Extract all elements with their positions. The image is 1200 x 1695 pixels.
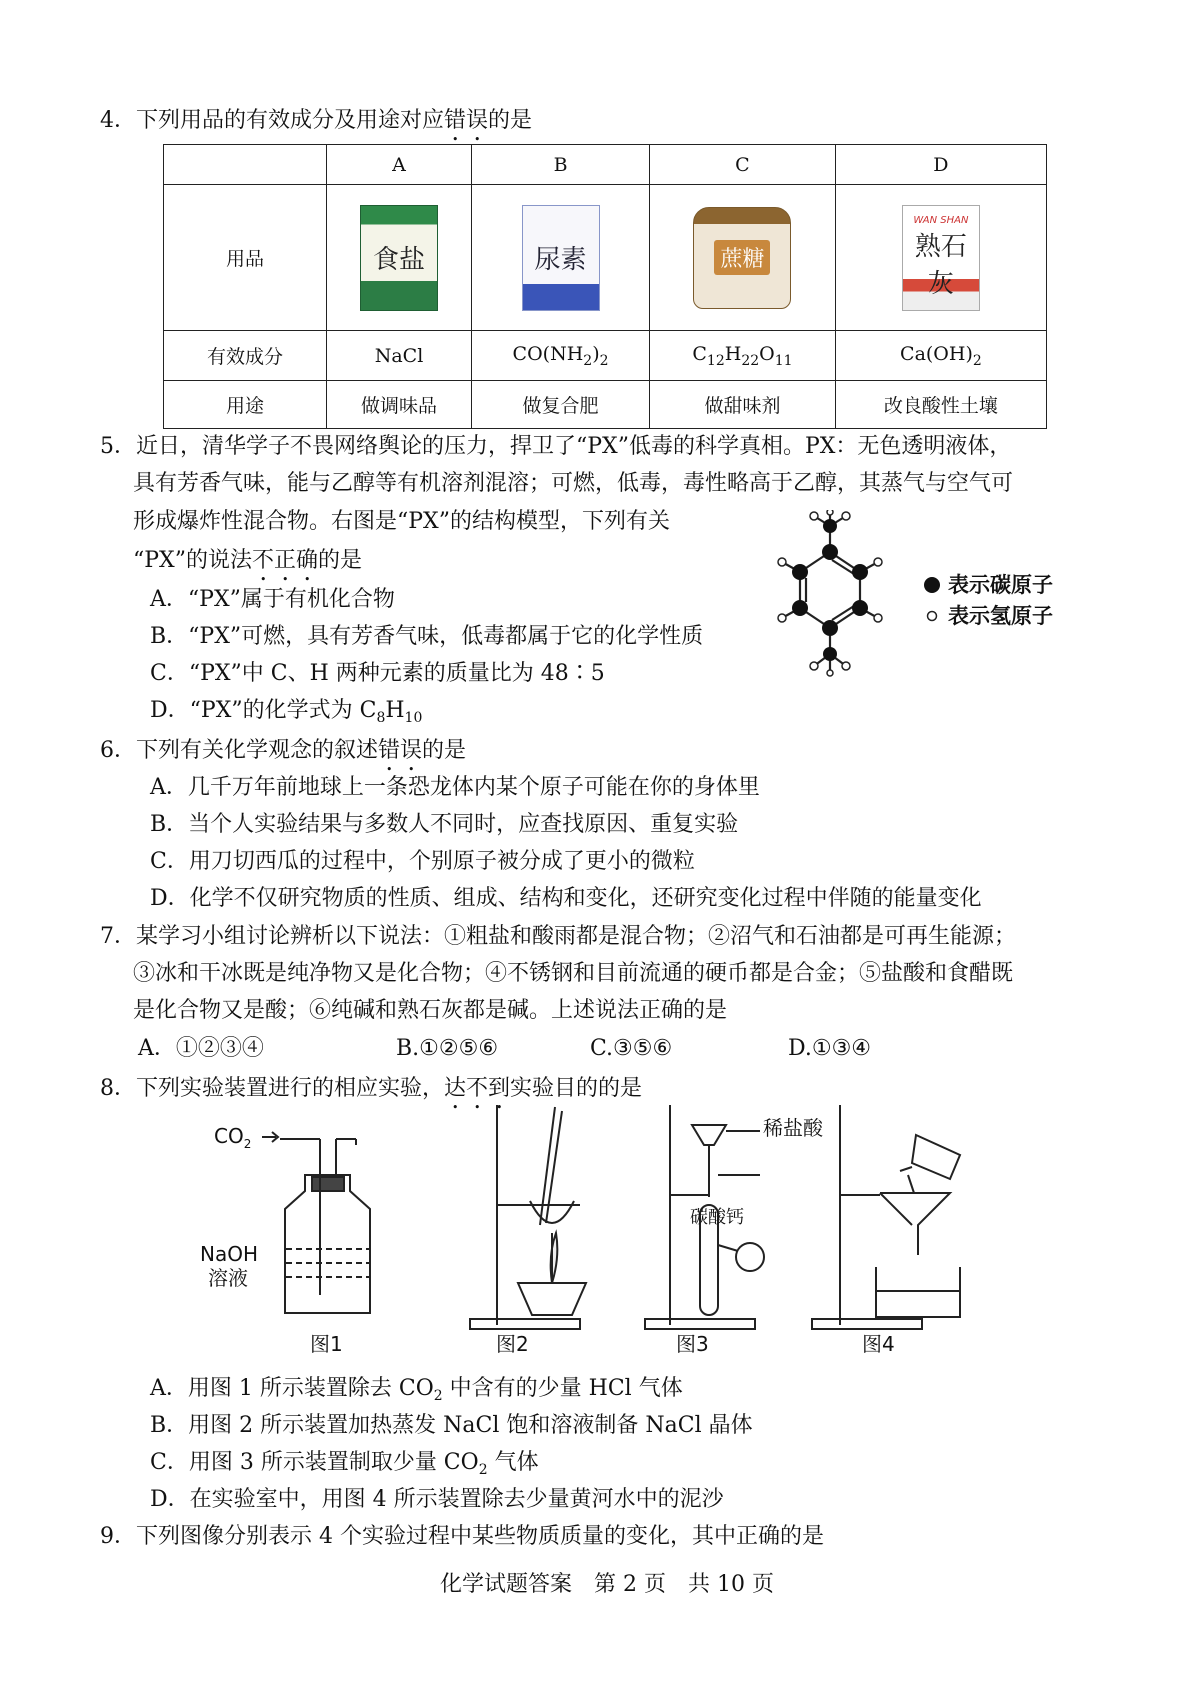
px-structure-model xyxy=(770,510,1080,690)
component-d: $Ca(OH)_2$ xyxy=(835,331,1046,381)
component-c: $C_{12}H_{22}O_{11}$ xyxy=(650,331,836,381)
q5-option-c: C．“PX”中 C、H 两种元素的质量比为 48∶5 xyxy=(150,661,605,686)
page-footer: 化学试题答案 第 2 页 共 10 页 xyxy=(440,1572,774,1597)
q7-option-b: B.①②⑤⑥ xyxy=(396,1036,499,1061)
sugar-jar-image: 蔗糖 xyxy=(693,207,791,309)
use-c: 做甜味剂 xyxy=(650,381,836,429)
salt-package-image: 食盐 xyxy=(360,205,438,311)
row-label-component: 有效成分 xyxy=(164,331,327,381)
use-b: 做复合肥 xyxy=(472,381,650,429)
q5-option-b: B．“PX”可燃，具有芳香气味，低毒都属于它的化学性质 xyxy=(150,624,704,649)
q5-line-2: 具有芳香气味，能与乙醇等有机溶剂混溶；可燃，低毒，毒性略高于乙醇，其蒸气与空气可 xyxy=(133,471,1014,496)
dilute-hcl-label: 稀盐酸 xyxy=(763,1116,823,1140)
q6-option-d: D．化学不仅研究物质的性质、组成、结构和变化，还研究变化过程中伴随的能量变化 xyxy=(150,886,982,911)
product-image-d xyxy=(835,185,1046,331)
naoh-solution-label: 溶液 xyxy=(208,1266,248,1290)
legend-carbon-text: 表示碳原子 xyxy=(948,573,1053,597)
q7-option-c: C.③⑤⑥ xyxy=(590,1036,673,1061)
table-header: C xyxy=(650,145,836,185)
carbon-legend-icon xyxy=(924,577,940,593)
q4-stem: 4．下列用品的有效成分及用途对应错误的是 xyxy=(100,108,533,133)
product-image-b xyxy=(472,185,650,331)
row-label-product: 用品 xyxy=(164,185,327,331)
product-image-a xyxy=(327,185,472,331)
row-label-use: 用途 xyxy=(164,381,327,429)
q5-line-4: “PX”的说法不正确的是 xyxy=(133,548,362,573)
q7-option-a: A．①②③④ xyxy=(138,1036,264,1061)
fig-4-label: 图4 xyxy=(862,1332,895,1355)
q8-stem: 8．下列实验装置进行的相应实验，达不到实验目的的是 xyxy=(100,1076,643,1101)
co2-label: $CO_2$ xyxy=(214,1124,252,1151)
q6-stem: 6．下列有关化学观念的叙述错误的是 xyxy=(100,738,467,763)
q7-line-3: 是化合物又是酸；⑥纯碱和熟石灰都是碱。上述说法正确的是 xyxy=(133,998,728,1023)
q7-option-d: D.①③④ xyxy=(788,1036,872,1061)
q8-option-d: D．在实验室中，用图 4 所示装置除去少量黄河水中的泥沙 xyxy=(150,1487,724,1512)
component-b: $CO(NH_2)_2$ xyxy=(472,331,650,381)
table-header: D xyxy=(835,145,1046,185)
q6-option-c: C．用刀切西瓜的过程中，个别原子被分成了更小的微粒 xyxy=(150,849,695,874)
q5-line-3: 形成爆炸性混合物。右图是“PX”的结构模型，下列有关 xyxy=(133,509,670,534)
caco3-label: 碳酸钙 xyxy=(690,1207,744,1228)
q8-option-c: C．用图 3 所示装置制取少量 $CO_2$ 气体 xyxy=(150,1450,539,1478)
fig-1-label: 图1 xyxy=(310,1332,343,1355)
q5-line-1: 5．近日，清华学子不畏网络舆论的压力，捍卫了“PX”低毒的科学真相。PX：无色透明液体， xyxy=(100,434,1012,459)
q4-table xyxy=(163,144,1047,429)
product-image-c xyxy=(650,185,836,331)
hydrogen-legend-icon xyxy=(928,612,937,621)
table-corner xyxy=(164,145,327,185)
q6-option-a: A．几千万年前地球上一条恐龙体内某个原子可能在你的身体里 xyxy=(150,775,760,800)
fig-2-label: 图2 xyxy=(496,1332,529,1355)
use-a: 做调味品 xyxy=(327,381,472,429)
q9-stem: 9．下列图像分别表示 4 个实验过程中某些物质质量的变化，其中正确的是 xyxy=(100,1524,824,1549)
q7-line-2: ③冰和干冰既是纯净物又是化合物；④不锈钢和目前流通的硬币都是合金；⑤盐酸和食醋既 xyxy=(133,961,1014,986)
table-header: B xyxy=(472,145,650,185)
q8-option-a: A．用图 1 所示装置除去 $CO_2$ 中含有的少量 HCl 气体 xyxy=(150,1376,683,1404)
naoh-label: NaOH xyxy=(200,1242,258,1266)
table-header: A xyxy=(327,145,472,185)
q6-option-b: B．当个人实验结果与多数人不同时，应查找原因、重复实验 xyxy=(150,812,739,837)
urea-package-image: 尿素 xyxy=(522,205,600,311)
component-a: NaCl xyxy=(327,331,472,381)
legend-hydrogen-text: 表示氢原子 xyxy=(948,604,1053,628)
q8-option-b: B．用图 2 所示装置加热蒸发 NaCl 饱和溶液制备 NaCl 晶体 xyxy=(150,1413,753,1438)
use-d: 改良酸性土壤 xyxy=(835,381,1046,429)
q5-option-a: A．“PX”属于有机化合物 xyxy=(150,587,395,612)
fig-3-label: 图3 xyxy=(676,1332,709,1355)
q5-option-d: D．“PX”的化学式为 $C_8H_{10}$ xyxy=(150,698,423,726)
lime-package-image: WAN SHAN 熟石灰 xyxy=(902,205,980,311)
q7-line-1: 7．某学习小组讨论辨析以下说法：①粗盐和酸雨都是混合物；②沼气和石油都是可再生能源； xyxy=(100,924,1017,949)
q8-apparatus-figure xyxy=(200,1105,1000,1355)
